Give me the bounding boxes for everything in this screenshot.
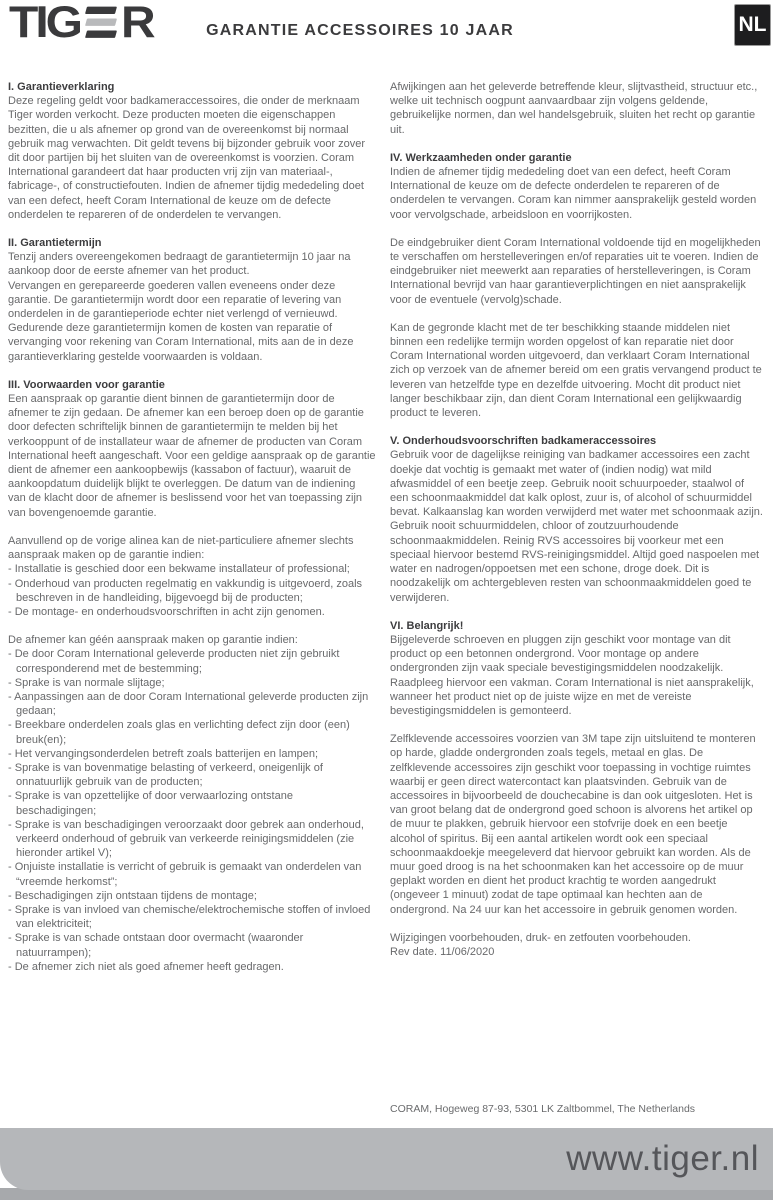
page-title: GARANTIE ACCESSOIRES 10 JAAR [206,22,514,39]
list-item: - Installatie is geschied door een bekwame installateur of professional; [8,562,376,576]
logo-e-bars-icon [86,7,116,38]
list-item: - Aanpassingen aan de door Coram International geleverde producten zijn gedaan; [8,690,376,718]
paragraph: De afnemer kan géén aanspraak maken op garantie indien: [8,634,298,647]
right-text-column [390,80,764,959]
section-heading: VI. Belangrijk! [390,619,464,632]
section-heading: I. Garantieverklaring [8,81,115,93]
section-heading: III. Voorwaarden voor garantie [8,378,165,391]
paragraph: Kan de gegronde klacht met de ter beschikking staande middelen niet binnen een redelijke termijn worden opgelost of kan reparatie niet door Coram International worden uitgevoerd, dan verklaart Coram International zich op verzoek van de afnemer bereid om een gratis vervangend product te leveren van hetzelfde type en dezelfde uitvoering. Mocht dit product niet langer beschikbaar zijn, dan dient Coram International een gelijkwaardig product te leveren. [390,321,762,420]
list-item: - Breekbare onderdelen zoals glas en verlichting defect zijn door (een) breuk(en); [8,718,376,746]
paragraph: Aanvullend op de vorige alinea kan de niet-particuliere afnemer slechts aanspraak maken op de garantie indien: [8,534,354,562]
paragraph: Rev date. 11/06/2020 [390,945,495,958]
paragraph: Indien de afnemer tijdig mededeling doet van een defect, heeft Coram International de keuze om de defecte onderdelen te repareren of de onderdelen te vervangen. Coram kan nimmer aansprakelijk gesteld worden voor vervolgschade, arbeidsloon en voorrijkosten. [390,166,757,221]
paragraph: Wijzigingen voorbehouden, druk- en zetfouten voorbehouden. [390,931,691,944]
logo-text-suffix: R [121,0,153,47]
list-item: - Sprake is van beschadigingen veroorzaakt door gebrek aan onderhoud, verkeerd onderhoud of gebruik van verkeerde reinigingsmiddelen (zie hieronder artikel V); [8,818,376,861]
logo-text-prefix: TIG [9,0,80,47]
list-item: - Het vervangingsonderdelen betreft zoals batterijen en lampen; [8,747,376,761]
list-item: - De montage- en onderhoudsvoorschriften in acht zijn genomen. [8,605,376,619]
list-item: - Sprake is van invloed van chemische/elektrochemische stoffen of invloed van elektriciteit; [8,903,376,931]
paragraph: Bijgeleverde schroeven en pluggen zijn geschikt voor montage van dit product op een betonnen ondergrond. Voor montage op andere ondergronden zijn vaak speciale bevestigingsmiddelen noodzakelijk. Raadpleeg hiervoor een vakman. Coram International is niet aansprakelijk, wanneer het product niet op de juiste wijze en met de vereiste bevestigingsmiddelen is gemonteerd. [390,633,754,717]
paragraph: De eindgebruiker dient Coram International voldoende tijd en mogelijkheden te verschaffen om herstelleveringen en/of reparaties uit te voeren. Indien de eindgebruiker niet meewerkt aan reparaties of herstelleveringen, is Coram International bevrijd van haar garantieverplichtingen en niet aansprakelijk voor de eventuele (vervolg)schade. [390,236,761,306]
paragraph: Tenzij anders overeengekomen bedraagt de garantietermijn 10 jaar na aankoop door de eerste afnemer van het product. [8,251,351,278]
list-item: - Sprake is van bovenmatige belasting of verkeerd, oneigenlijk of onnatuurlijk gebruik van de producten; [8,761,376,789]
section-heading: II. Garantietermijn [8,237,102,250]
paragraph: Gedurende deze garantietermijn komen de kosten van reparatie of vervanging voor rekening van Coram International, mits aan de in deze garantieverklaring gestelde voorwaarden is voldaan. [8,322,354,363]
list-item: - Sprake is van normale slijtage; [8,676,376,690]
language-badge: NL [734,4,771,46]
list-item: - De afnemer zich niet als goed afnemer heeft gedragen. [8,960,376,974]
paragraph: Afwijkingen aan het geleverde betreffende kleur, slijtvastheid, structuur etc., welke uit technisch oogpunt aanvaardbaar zijn volgens geldende, gebruikelijke normen, dan wel handelsgebruik, sluiten het recht op garantie uit. [390,81,758,136]
paragraph: Deze regeling geldt voor badkameraccessoires, die onder de merknaam Tiger worden verkocht. Deze producten moeten die eigenschappen bezitten, die u als afnemer op grond van de overeenkomst bij normaal gebruik mag verwachten. Dit geldt tevens bij bijzonder gebruik voor zover dit door partijen bij het sluiten van de overeenkomst is voorzien. Coram International garandeert dat haar producten vrij zijn van materiaal-, fabricage-, of constructiefouten. Indien de afnemer tijdig mededeling doet van een defect, heeft Coram International de keuze om de defecte onderdelen te repareren of de onderdelen te vervangen. [8,95,366,221]
left-text-column [8,80,376,974]
paragraph: Zelfklevende accessoires voorzien van 3M tape zijn uitsluitend te monteren op harde, gladde ondergronden zoals tegels, metaal en glas. De zelfklevende accessoires zijn geschikt voor toepassing in vochtige ruimtes waarbij er geen direct watercontact kan plaatsvinden. Gebruik van de accessoires in bijvoorbeeld de douchecabine is dan ook uitgesloten. Het is van groot belang dat de ondergrond goed schoon is alvorens het artikel op de muur te plakken, gebruik hiervoor een stofvrije doek en een beetje alcohol of spiritus. Bij een aantal artikelen wordt ook een speciaal schoonmaakdoekje meegeleverd dat hiervoor gebruikt kan worden. Als de muur goed droog is na het schoonmaken kan het accessoire op de muur geplakt worden en dient het product krachtig te worden aangedrukt (ongeveer 1 minuut) zodat de tape optimaal kan hechten aan de ondergrond. Na 24 uur kan het accessoire in gebruik genomen worden. [390,733,756,916]
paragraph: Een aanspraak op garantie dient binnen de garantietermijn door de afnemer te zijn gedaan. De afnemer kan een beroep doen op de garantie door defecten schriftelijk binnen de garantietermijn te melden bij het verkooppunt of de installateur waar de afnemer de producten van Coram International heeft aangeschaft. Voor een geldige aanspraak op de garantie dient de afnemer een aankoopbewijs (kassabon of factuur), waaruit de aankoopdatum duidelijk blijkt te overleggen. De datum van de indiening van de klacht door de afnemer is beslissend voor het van toepassing zijn van bovengenoemde garantie. [8,393,376,519]
list-item: - Onjuiste installatie is verricht of gebruik is gemaakt van onderdelen van “vreemde herkomst”; [8,860,376,888]
footer-bar [0,1128,773,1190]
paragraph: Gebruik voor de dagelijkse reiniging van badkamer accessoires een zacht doekje dat vochtig is gemaakt met water of (indien nodig) wat mild afwasmiddel of een beetje zeep. Gebruik nooit schuurpoeder, staalwol of een schoonmaakmiddel dat kalk oplost, zuur is, of alcohol of schuurmiddel bevat. Kalkaanslag kan worden verwijderd met water met schoonmaak azijn. Gebruik nooit schuurmiddelen, chloor of zoutzuurhoudende schoonmaakmiddelen. Reinig RVS accessoires bij voorkeur met een speciaal hiervoor bestemd RVS-reinigingsmiddel. Altijd goed naspoelen met water en nadrogen/oppoetsen met een schone, droge doek. Dit is noodzakelijk om achtergebleven resten van schoonmaakmiddelen goed te verwijderen. [390,449,763,604]
list-item: - Onderhoud van producten regelmatig en vakkundig is uitgevoerd, zoals beschreven in de handleiding, bijgevoegd bij de producten; [8,577,376,605]
list-item: - Beschadigingen zijn ontstaan tijdens de montage; [8,889,376,903]
list-item: - Sprake is van schade ontstaan door overmacht (waaronder natuurrampen); [8,931,376,959]
list-item: - De door Coram International geleverde producten niet zijn gebruikt corresponderend met de bestemming; [8,647,376,675]
section-heading: IV. Werkzaamheden onder garantie [390,151,572,164]
tiger-logo [9,0,153,47]
company-address: CORAM, Hogeweg 87-93, 5301 LK Zaltbommel, The Netherlands [390,1103,696,1115]
website-url: www.tiger.nl [566,1139,759,1178]
paragraph: Vervangen en gerepareerde goederen vallen eveneens onder deze garantie. De garantietermijn wordt door een reparatie of levering van onderdelen in de garantieperiode echter niet verlengd of vernieuwd. [8,279,342,321]
list-item: - Sprake is van opzettelijke of door verwaarlozing ontstane beschadigingen; [8,789,376,817]
document-header [0,0,773,70]
section-heading: V. Onderhoudsvoorschriften badkameraccessoires [390,435,657,448]
